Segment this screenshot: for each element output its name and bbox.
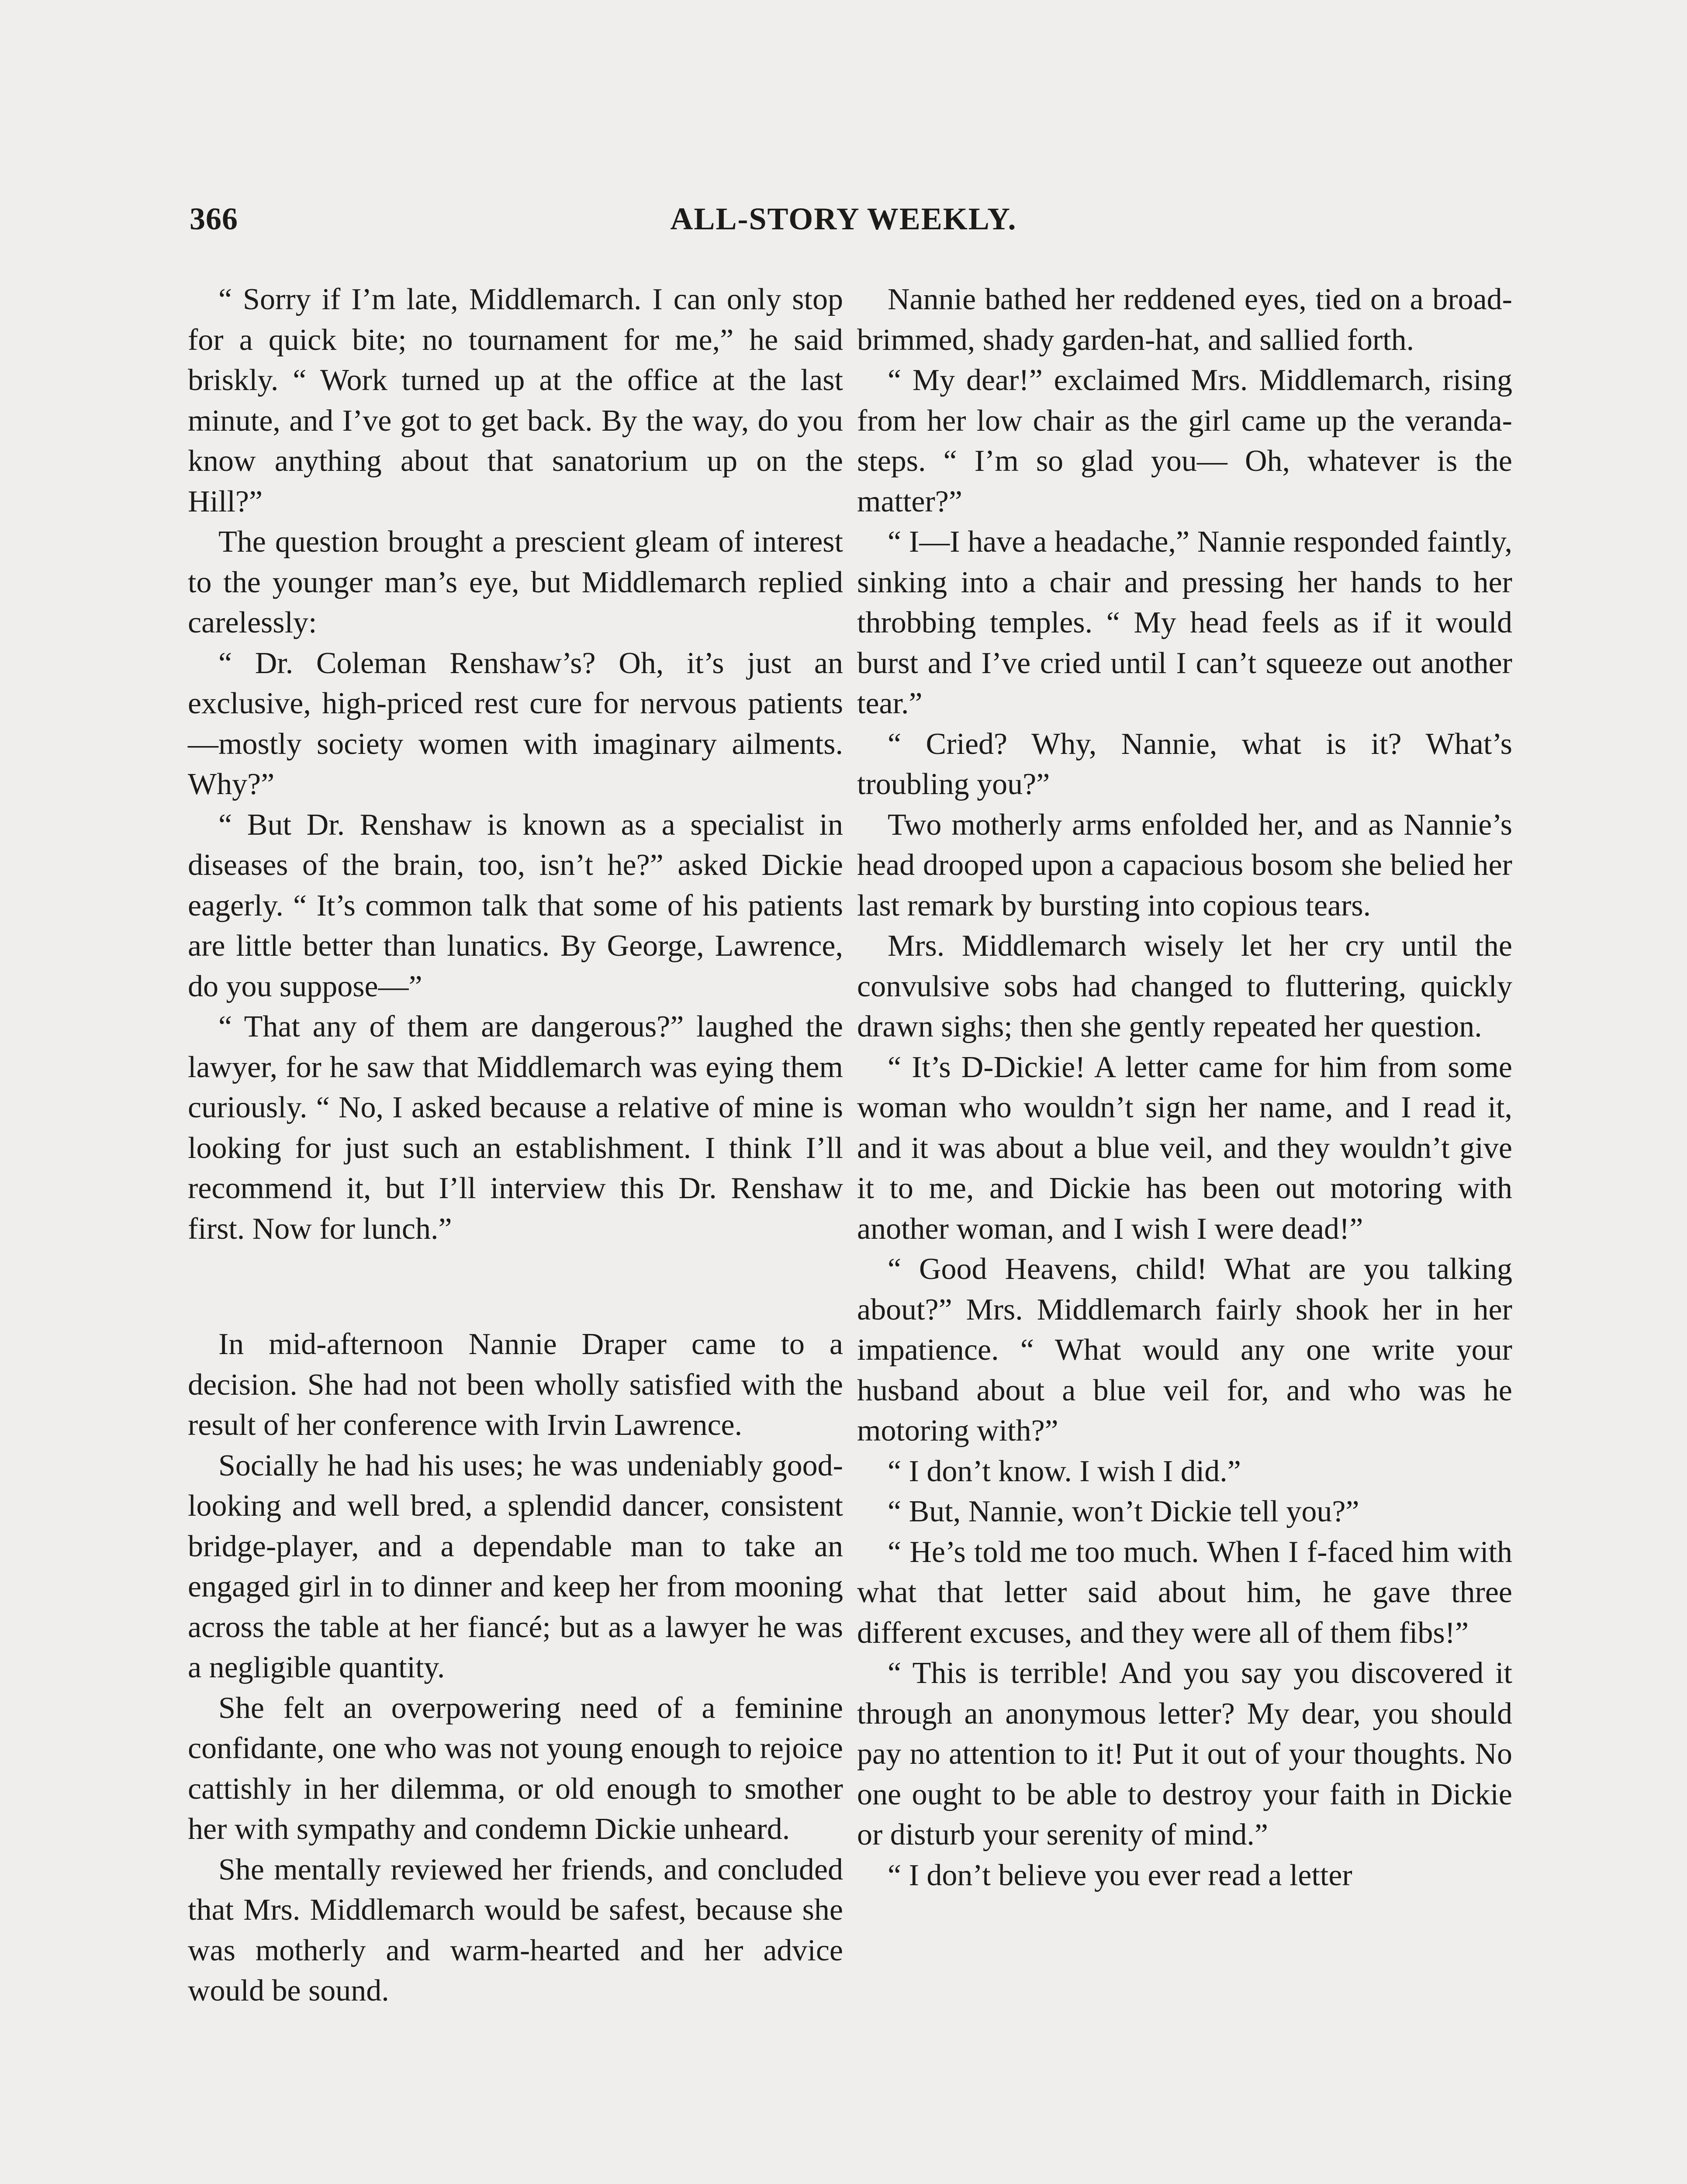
paragraph: “ But Dr. Renshaw is known as a specialist in diseases of the brain, too, isn’t he?” asked Dickie eagerly. “ It’s common talk that some of his patients are little better than lunatics. By George, Lawrence, do you suppose—” — [188, 808, 843, 1003]
paragraph: The question brought a prescient gleam of interest to the younger man’s eye, but Middlemarch replied carelessly: — [188, 525, 843, 639]
paragraph: “ He’s told me too much. When I f-faced him with what that letter said about him, he gave three different excuses, and they were all of them fibs!” — [857, 1535, 1512, 1650]
page-number: 366 — [190, 201, 238, 236]
paragraph: Socially he had his uses; he was undeniably good-looking and well bred, a splendid dancer, consistent bridge-player, and a dependable man to take an engaged girl in to dinner and keep her from mooning across the table at her fiancé; but as a lawyer he was a negligible quantity. — [188, 1448, 843, 1684]
paragraph: “ It’s D-Dickie! A letter came for him from some woman who wouldn’t sign her name, and I read it, and it was about a blue veil, and they wouldn’t give it to me, and Dickie has been out motoring with another woman, and I wish I were dead!” — [857, 1050, 1512, 1246]
paragraph: Two motherly arms enfolded her, and as Nannie’s head drooped upon a capacious bosom she belied her last remark by bursting into copious tears. — [857, 808, 1512, 923]
paragraph: “ I—I have a headache,” Nannie responded faintly, sinking into a chair and pressing her hands to her throbbing temples. “ My head feels as if it would burst and I’ve cried until I can’t squeeze out another tear.” — [857, 525, 1512, 720]
paragraph: “ This is terrible! And you say you discovered it through an anonymous letter? My dear, you should pay no attention to it! Put it out of your thoughts. No one ought to be able to destroy your faith in Dickie or disturb your serenity of mind.” — [857, 1656, 1512, 1852]
paragraph: She felt an overpowering need of a feminine confidante, one who was not young enough to rejoice cattishly in her dilemma, or old enough to smother her with sympathy and condemn Dickie unheard. — [188, 1691, 843, 1846]
left-column — [188, 280, 843, 2011]
paragraph: “ But, Nannie, won’t Dickie tell you?” — [888, 1495, 1359, 1528]
paragraph: Nannie bathed her reddened eyes, tied on a broad-brimmed, shady garden-hat, and sallied forth. — [857, 283, 1512, 357]
paragraph: In mid-afternoon Nannie Draper came to a decision. She had not been wholly satisfied with the result of her conference with Irvin Lawrence. — [188, 1327, 843, 1442]
paragraph: “ That any of them are dangerous?” laughed the lawyer, for he saw that Middlemarch was eying them curiously. “ No, I asked because a relative of mine is looking for just such an establishment. I think I’ll recommend it, but I’ll interview this Dr. Renshaw first. Now for lunch.” — [188, 1010, 843, 1246]
paragraph: “ Good Heavens, child! What are you talking about?” Mrs. Middlemarch fairly shook her in her impatience. “ What would any one write your husband about a blue veil for, and who was he motoring with?” — [857, 1252, 1512, 1448]
paragraph: “ I don’t believe you ever read a letter — [888, 1858, 1352, 1892]
paragraph: “ Cried? Why, Nannie, what is it? What’s troubling you?” — [857, 727, 1512, 801]
paragraph: Mrs. Middlemarch wisely let her cry until the convulsive sobs had changed to fluttering, quickly drawn sighs; then she gently repeated her question. — [857, 929, 1512, 1044]
paragraph: She mentally reviewed her friends, and concluded that Mrs. Middlemarch would be safest, because she was motherly and warm-hearted and her advice would be sound. — [188, 1852, 843, 2008]
paragraph: “ My dear!” exclaimed Mrs. Middlemarch, rising from her low chair as the girl came up the veranda-steps. “ I’m so glad you— Oh, whatever is the matter?” — [857, 363, 1512, 518]
running-head: ALL-STORY WEEKLY. — [670, 201, 1017, 236]
paragraph: “ Dr. Coleman Renshaw’s? Oh, it’s just an exclusive, high-priced rest cure for nervous patients—mostly society women with imaginary ailments. Why?” — [188, 646, 843, 801]
paragraph: “ Sorry if I’m late, Middlemarch. I can only stop for a quick bite; no tournament for me,” he said briskly. “ Work turned up at the office at the last minute, and I’ve got to get back. By the way, do you know anything about that sanatorium up on the Hill?” — [188, 283, 843, 518]
right-column — [857, 280, 1512, 1896]
paragraph: “ I don’t know. I wish I did.” — [888, 1454, 1241, 1488]
